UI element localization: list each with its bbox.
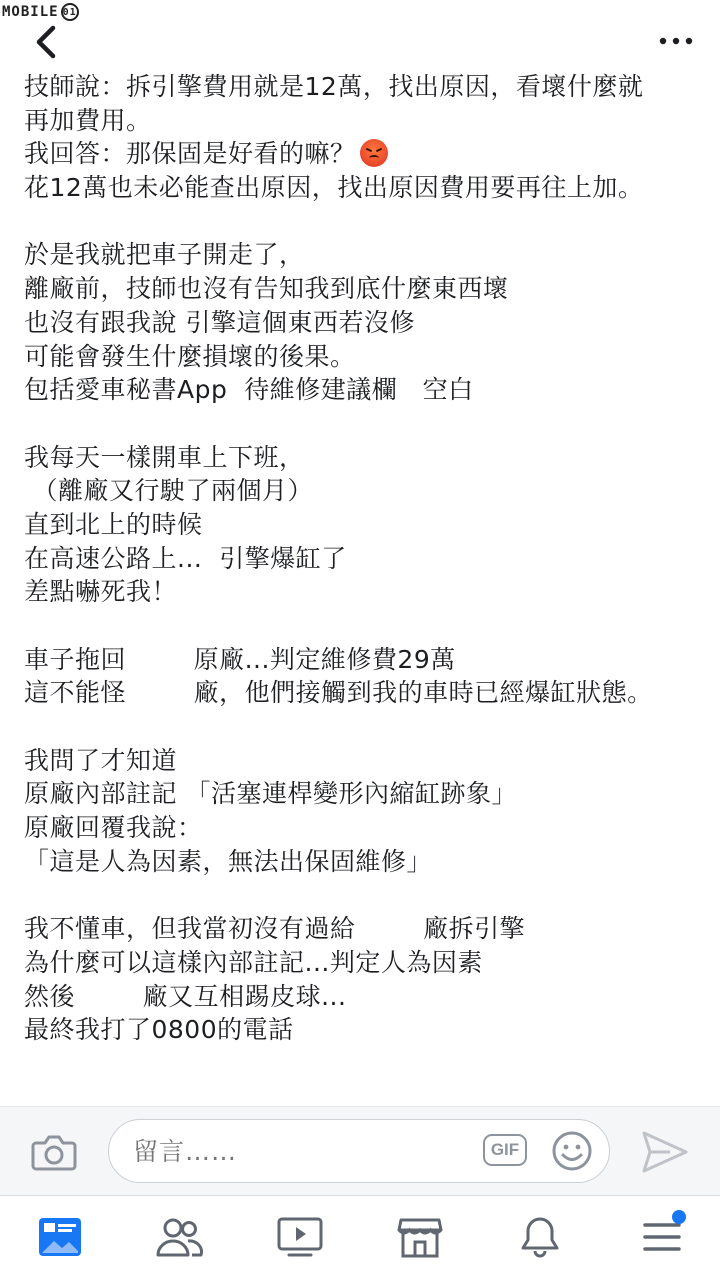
post-line-text: 為什麼可以這樣內部註記...判定人為因素 — [24, 947, 483, 977]
blank-line — [24, 609, 704, 643]
emoji-button[interactable] — [551, 1130, 593, 1172]
post-text-line — [24, 980, 704, 1014]
post-text-line — [24, 946, 704, 980]
post-line-text: 然後 廠又互相踢皮球... — [24, 981, 347, 1011]
post-line-text: （離廠又行駛了兩個月） — [24, 476, 313, 506]
post-text-line — [24, 70, 704, 104]
post-text — [24, 70, 704, 1047]
bottom-tab-bar — [0, 1196, 720, 1280]
post-line-text: 我問了才知道 — [24, 745, 178, 775]
post-text-line — [24, 777, 704, 811]
post-line-text: 「這是人為因素，無法出保固維修」 — [24, 846, 433, 876]
post-text-line — [24, 643, 704, 677]
comment-input[interactable] — [131, 1120, 455, 1183]
post-line-text: 花12萬也未必能查出原因，找出原因費用要再往上加。 — [24, 173, 644, 203]
post-line-text: 可能會發生什麼損壞的後果。 — [24, 341, 356, 371]
post-line-text: 包括愛車秘書App 待維修建議欄 空白 — [24, 375, 474, 405]
post-text-line — [24, 474, 704, 508]
gif-button[interactable] — [483, 1134, 527, 1166]
blank-line — [24, 205, 704, 239]
news-feed-icon — [36, 1215, 84, 1259]
post-text-line — [24, 676, 704, 710]
post-line-text: 技師說：拆引擎費用就是12萬，找出原因，看壞什麼就 — [24, 72, 644, 101]
tab-news-feed[interactable] — [32, 1212, 88, 1262]
tab-marketplace[interactable] — [392, 1212, 448, 1262]
post-line-text: 差點嚇死我！ — [24, 577, 178, 607]
camera-button[interactable] — [30, 1131, 78, 1173]
post-text-line — [24, 171, 704, 205]
friends-icon — [154, 1215, 204, 1259]
post-content — [0, 64, 720, 1106]
post-line-text: 再加費用。 — [24, 105, 152, 135]
post-text-line — [24, 912, 704, 946]
post-text-line — [24, 1013, 704, 1047]
blank-line — [24, 407, 704, 441]
post-line-text: 在高速公路上... 引擎爆缸了 — [24, 543, 347, 573]
send-button[interactable] — [640, 1129, 690, 1175]
camera-icon — [30, 1131, 78, 1173]
post-text-line — [24, 104, 704, 138]
post-text-line — [24, 811, 704, 845]
more-options-button[interactable] — [656, 26, 696, 56]
post-line-text: 原廠內部註記 「活塞連桿變形內縮缸跡象」 — [24, 779, 517, 809]
post-text-line — [24, 373, 704, 407]
post-text-line — [24, 340, 704, 374]
watermark-logo-icon: 01 — [61, 3, 79, 21]
marketplace-icon — [395, 1215, 445, 1259]
back-button[interactable] — [26, 22, 66, 62]
post-text-line — [24, 441, 704, 475]
post-text-line — [24, 137, 704, 171]
blank-line — [24, 710, 704, 744]
notification-badge — [672, 1210, 686, 1224]
watermark-text: MOBILE — [2, 4, 59, 20]
comment-box[interactable] — [108, 1119, 610, 1183]
tab-friends[interactable] — [151, 1212, 207, 1262]
post-line-text: 車子拖回 原廠...判定維修費29萬 — [24, 644, 456, 674]
ellipsis-icon — [659, 37, 693, 45]
post-text-line — [24, 575, 704, 609]
post-line-text: 最終我打了0800的電話 — [24, 1015, 294, 1045]
post-line-text: 我每天一樣開車上下班， — [24, 442, 305, 472]
post-text-line — [24, 306, 704, 340]
post-line-text: 於是我就把車子開走了， — [24, 240, 305, 270]
post-line-text: 我回答：那保固是好看的嘛？ — [24, 139, 356, 169]
tab-notifications[interactable] — [512, 1212, 568, 1262]
post-line-text: 原廠回覆我說： — [24, 813, 203, 843]
post-text-line — [24, 238, 704, 272]
comment-composer — [0, 1107, 720, 1195]
smiley-icon — [551, 1130, 593, 1172]
post-line-text: 這不能怪 廠，他們接觸到我的車時已經爆缸狀態。 — [24, 678, 653, 708]
post-text-line — [24, 542, 704, 576]
angry-face-emoji — [360, 139, 388, 167]
post-line-text: 離廠前，技師也沒有告知我到底什麼東西壞 — [24, 274, 509, 304]
blank-line — [24, 879, 704, 913]
post-line-text: 也沒有跟我說 引擎這個東西若沒修 — [24, 307, 415, 337]
gif-label: GIF — [490, 1140, 520, 1159]
post-line-text: 我不懂車，但我當初沒有過給 廠拆引擎 — [24, 914, 526, 944]
chevron-left-icon — [35, 25, 57, 59]
video-icon — [275, 1215, 325, 1259]
post-text-line — [24, 272, 704, 306]
post-text-line — [24, 508, 704, 542]
bell-icon — [517, 1214, 563, 1260]
send-icon — [640, 1129, 690, 1175]
post-text-line — [24, 845, 704, 879]
tab-menu[interactable] — [634, 1212, 690, 1262]
post-text-line — [24, 744, 704, 778]
tab-watch[interactable] — [272, 1212, 328, 1262]
post-line-text: 直到北上的時候 — [24, 509, 203, 539]
